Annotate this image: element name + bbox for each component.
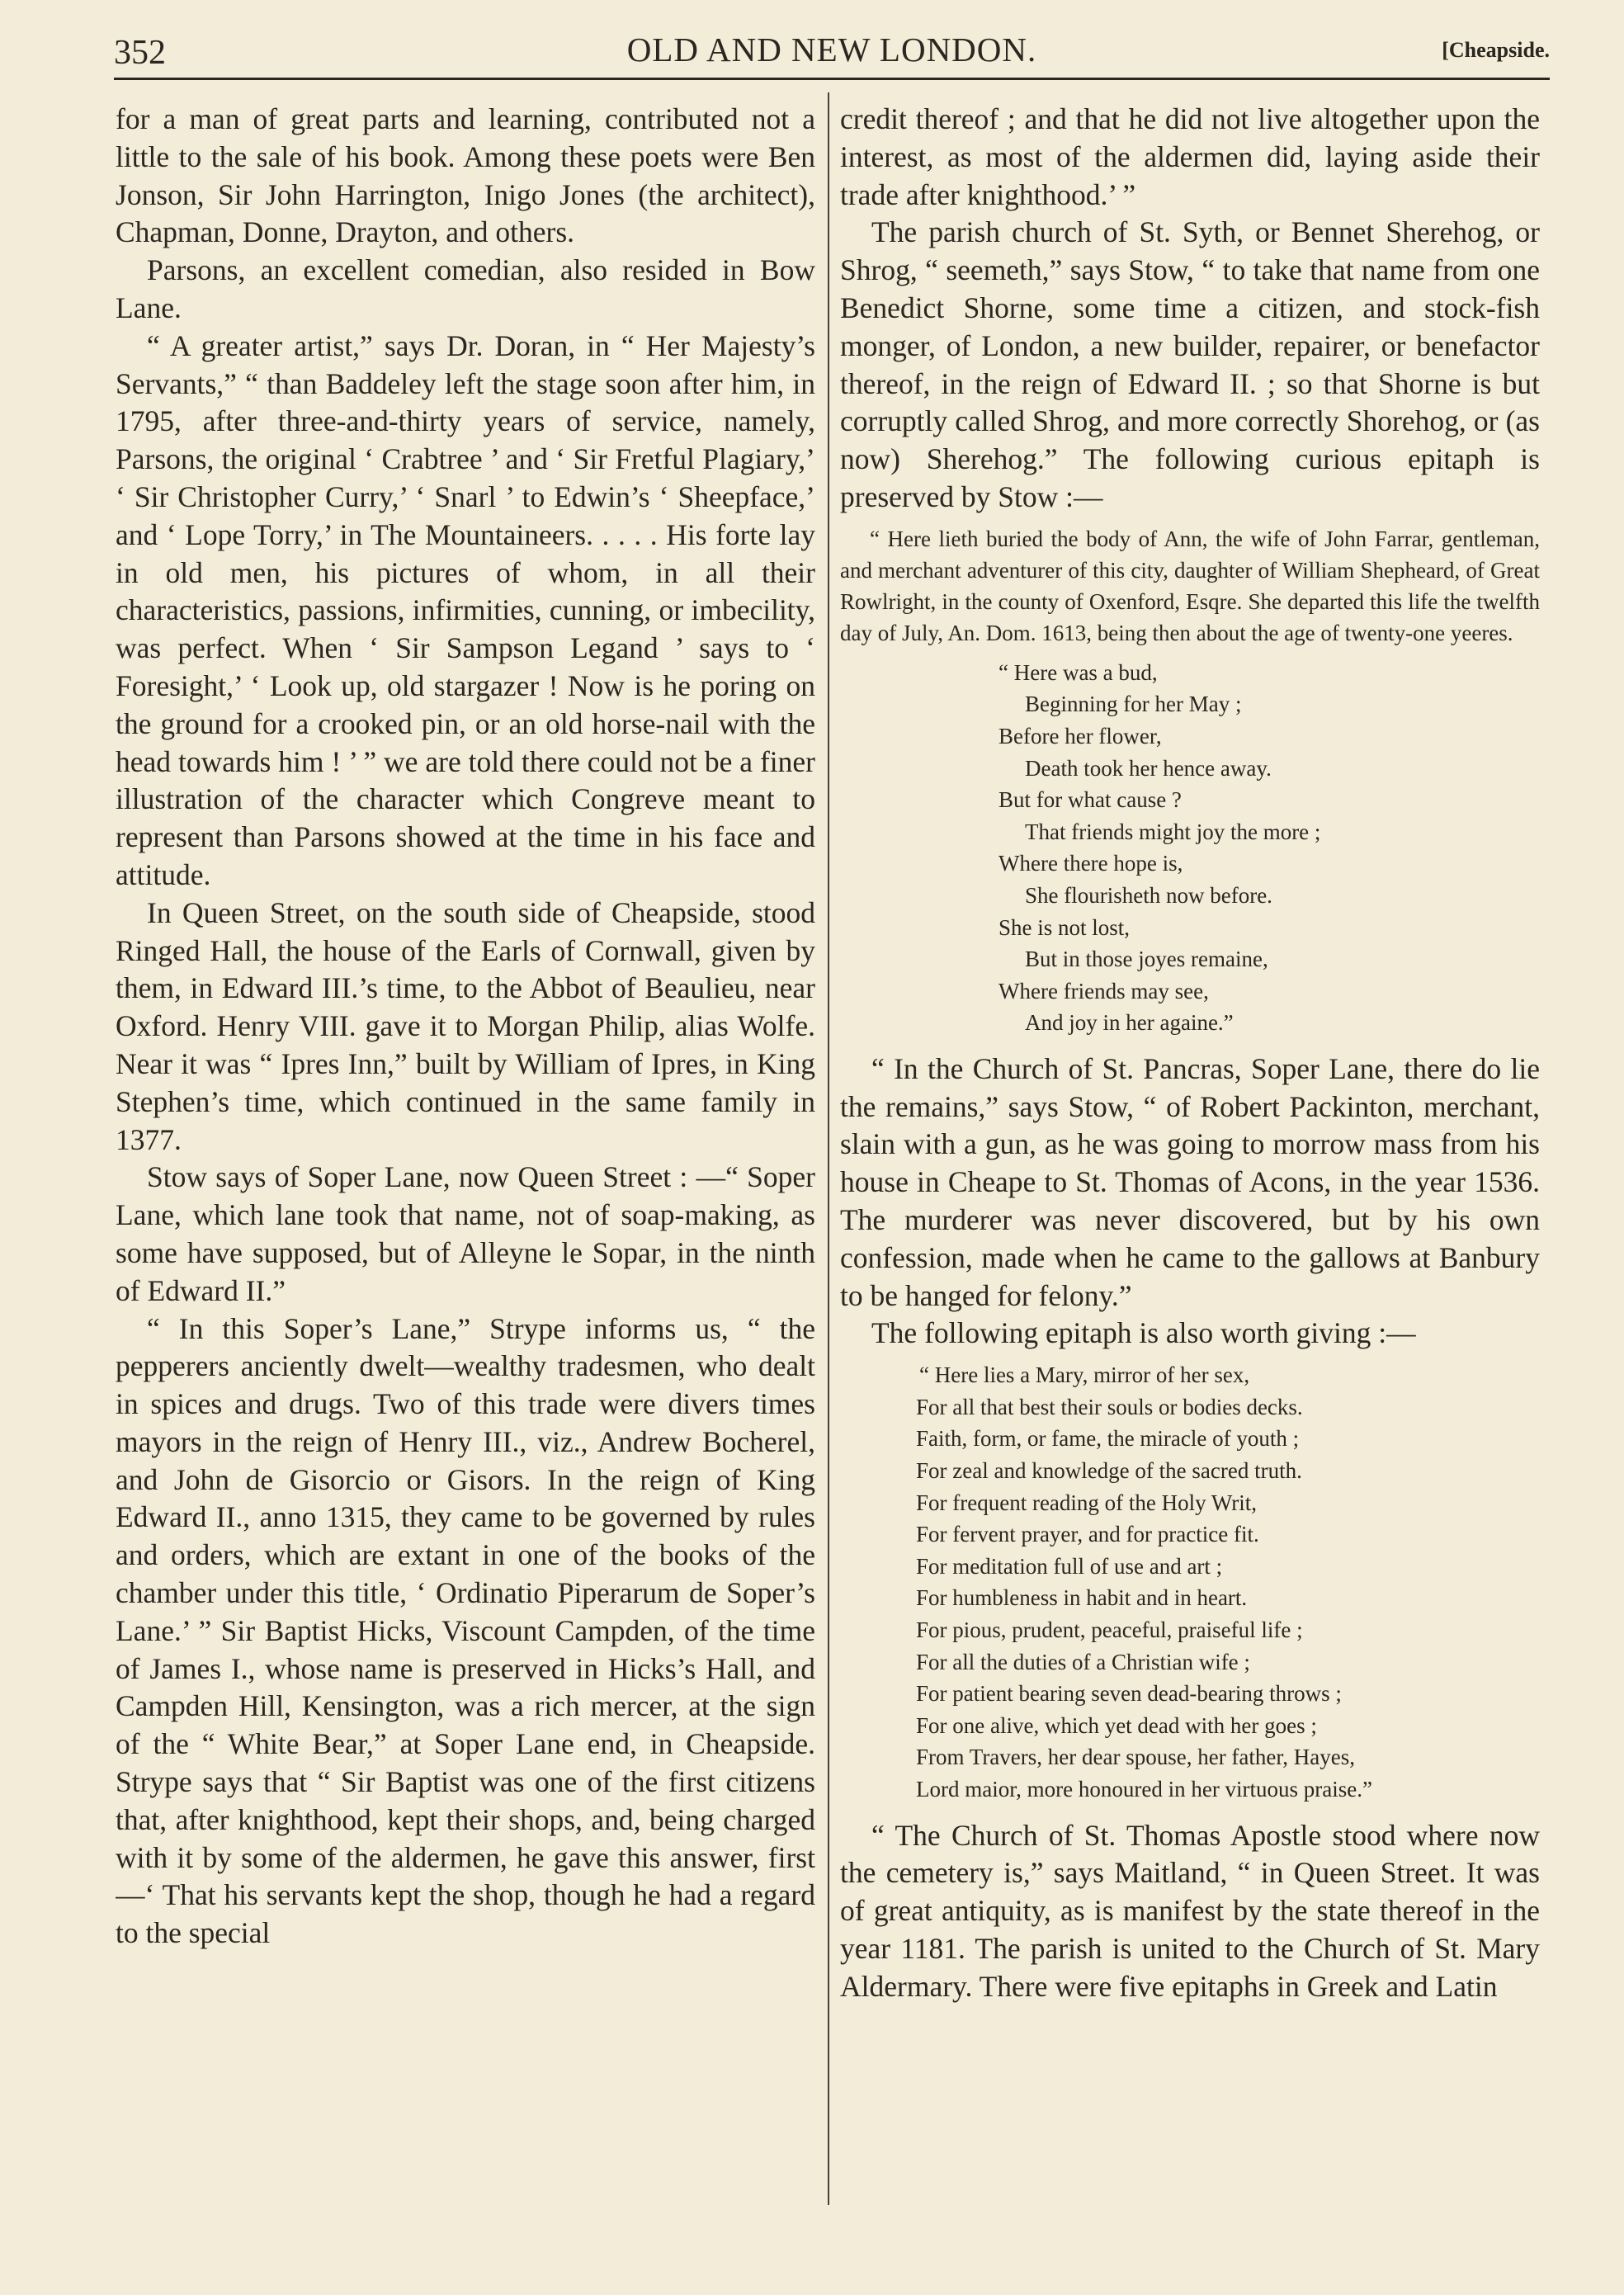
left-column: [116, 101, 815, 2213]
paragraph: “ In the Church of St. Pancras, Soper Lane, there do lie the remains,” says Stow, “ of Robert Packinton, merchant, slain with a gun, as he was going to morrow mass from his house in Cheape to St. Thomas of Acons, in the year 1536. The murderer was never discovered, but by his own confession, made when he came to the gallows at Banbury to be hanged for felony.”: [840, 1051, 1540, 1312]
poem-line: That friends might joy the more ;: [1025, 819, 1321, 844]
poem-line: Where there hope is,: [998, 851, 1183, 876]
poem-line: “ Here lies a Mary, mirror of her sex,: [919, 1362, 1250, 1388]
header-rule: [114, 78, 1550, 80]
poem-line: For fervent prayer, and for practice fit.: [916, 1522, 1259, 1547]
poem-line: Where friends may see,: [998, 978, 1209, 1003]
poem-line: Faith, form, or fame, the miracle of youth ;: [916, 1426, 1300, 1452]
section-label: [Cheapside.: [1442, 38, 1550, 62]
poem-line: And joy in her againe.”: [1025, 1010, 1234, 1036]
poem-line: Death took her hence away.: [1025, 755, 1272, 781]
poem-line: For one alive, which yet dead with her goes ;: [916, 1712, 1317, 1738]
paragraph: The parish church of St. Syth, or Bennet Sherehog, or Shrog, “ seemeth,” says Stow, “ to take that name from one Benedict Shorne, some time a citizen, and stock-fish monger, of London, a new builder, repairer, or benefactor thereof, in the reign of Edward II. ; so that Shorne is but corruptly called Shrog, and more correctly Shorehog, or (as now) Sherehog.” The following curious epitaph is preserved by Stow :—: [840, 215, 1540, 513]
running-title: OLD AND NEW LONDON.: [626, 31, 1037, 68]
poem-line: “ Here was a bud,: [998, 659, 1158, 685]
right-column: [840, 101, 1540, 2213]
poem-line: Lord maior, more honoured in her virtuous praise.”: [916, 1776, 1373, 1802]
column-divider: [828, 92, 829, 2205]
epitaph-poem: [840, 657, 1540, 1039]
poem-line: She flourisheth now before.: [1025, 882, 1272, 908]
poem-line: But in those joyes remaine,: [1025, 947, 1268, 972]
paragraph: “ A greater artist,” says Dr. Doran, in “ Her Majesty’s Servants,” “ than Baddeley left the stage soon after him, in 1795, after three-and-thirty years of service, namely, Parsons, the original ‘ Crabtree ’ and ‘ Sir Fretful Plagiary,’ ‘ Sir Christopher Curry,’ ‘ Snarl ’ to Edwin’s ‘ Sheepface,’ and ‘ Lope Torry,’ in The Mountaineers. . . . . His forte lay in old men, his pictures of whom, in all their characteristics, passions, infirmities, cunning, or imbecility, was perfect. When ‘ Sir Sampson Legand ’ says to ‘ Foresight,’ ‘ Look up, old stargazer ! Now is he poring on the ground for a crooked pin, or an old horse-nail with the head towards him ! ’ ” we are told there could not be a finer illustration of the character which Congreve meant to represent than Parsons showed at the time in his face and attitude.: [116, 328, 815, 891]
paragraph: Stow says of Soper Lane, now Queen Street : —“ Soper Lane, which lane took that name, not of soap-making, as some have supposed, but of Alleyne le Sopar, in the ninth of Edward II.”: [116, 1160, 815, 1307]
poem-line: From Travers, her dear spouse, her father, Hayes,: [916, 1745, 1356, 1770]
poem-line: For frequent reading of the Holy Writ,: [916, 1490, 1258, 1515]
poem-line: For humbleness in habit and in heart.: [916, 1585, 1248, 1611]
page-number: 352: [114, 34, 166, 72]
epitaph-poem: [840, 1359, 1540, 1805]
epitaph-quote: “ Here lieth buried the body of Ann, the wife of John Farrar, gentleman, and merchant adventurer of this city, daughter of William Shepheard, of Great Rowlright, in the county of Oxenford, Esqre. She departed this life the twelfth day of July, An. Dom. 1613, being then about the age of twenty-one yeeres.: [840, 526, 1540, 645]
poem-line: For meditation full of use and art ;: [916, 1553, 1223, 1579]
paragraph: for a man of great parts and learning, contributed not a little to the sale of his book. Among these poets were Ben Jonson, Sir John Harrington, Inigo Jones (the architect), Chapman, Donne, Drayton, and others.: [116, 102, 815, 249]
poem-line: But for what cause ?: [998, 787, 1182, 813]
paragraph: In Queen Street, on the south side of Cheapside, stood Ringed Hall, the house of the Earls of Cornwall, given by them, in Edward III.’s time, to the Abbot of Beaulieu, near Oxford. Henry VIII. gave it to Morgan Philip, alias Wolfe. Near it was “ Ipres Inn,” built by William of Ipres, in King Stephen’s time, which continued in the same family in 1377.: [116, 895, 815, 1156]
paragraph: credit thereof ; and that he did not live altogether upon the interest, as most of the aldermen did, laying aside their trade after knighthood.’ ”: [840, 102, 1540, 211]
poem-line: Beginning for her May ;: [1025, 692, 1242, 717]
paragraph: The following epitaph is also worth giving :—: [871, 1316, 1416, 1350]
poem-line: For zeal and knowledge of the sacred truth.: [916, 1458, 1302, 1484]
paragraph: Parsons, an excellent comedian, also resided in Bow Lane.: [116, 253, 815, 324]
poem-line: She is not lost,: [998, 914, 1131, 940]
poem-line: For all that best their souls or bodies decks.: [916, 1394, 1303, 1419]
running-header: [114, 30, 1550, 81]
poem-line: Before her flower,: [998, 723, 1162, 748]
paragraph: “ The Church of St. Thomas Apostle stood where now the cemetery is,” says Maitland, “ in Queen Street. It was of great antiquity, as is manifest by the state thereof in the year 1181. The parish is united to the Church of St. Mary Aldermary. There were five epitaphs in Greek and Latin: [840, 1818, 1540, 2003]
poem-line: For pious, prudent, peaceful, praiseful life ;: [916, 1617, 1303, 1643]
poem-line: For patient bearing seven dead-bearing throws ;: [916, 1681, 1342, 1707]
poem-line: For all the duties of a Christian wife ;: [916, 1649, 1250, 1674]
paragraph: “ In this Soper’s Lane,” Strype informs us, “ the pepperers anciently dwelt—wealthy tradesmen, who dealt in spices and drugs. Two of this trade were divers times mayors in the reign of Henry III., viz., Andrew Bocherel, and John de Gisorcio or Gisors. In the reign of King Edward II., anno 1315, they came to be governed by rules and orders, which are extant in one of the books of the chamber under this title, ‘ Ordinatio Piperarum de Soper’s Lane.’ ” Sir Baptist Hicks, Viscount Campden, of the time of James I., whose name is preserved in Hicks’s Hall, and Campden Hill, Kensington, was a rich mercer, at the sign of the “ White Bear,” at Soper Lane end, in Cheapside. Strype says that “ Sir Baptist was one of the first citizens that, after knighthood, kept their shops, and, being charged with it by some of the aldermen, he gave this answer, first—‘ That his servants kept the shop, though he had a regard to the special: [116, 1311, 815, 1950]
